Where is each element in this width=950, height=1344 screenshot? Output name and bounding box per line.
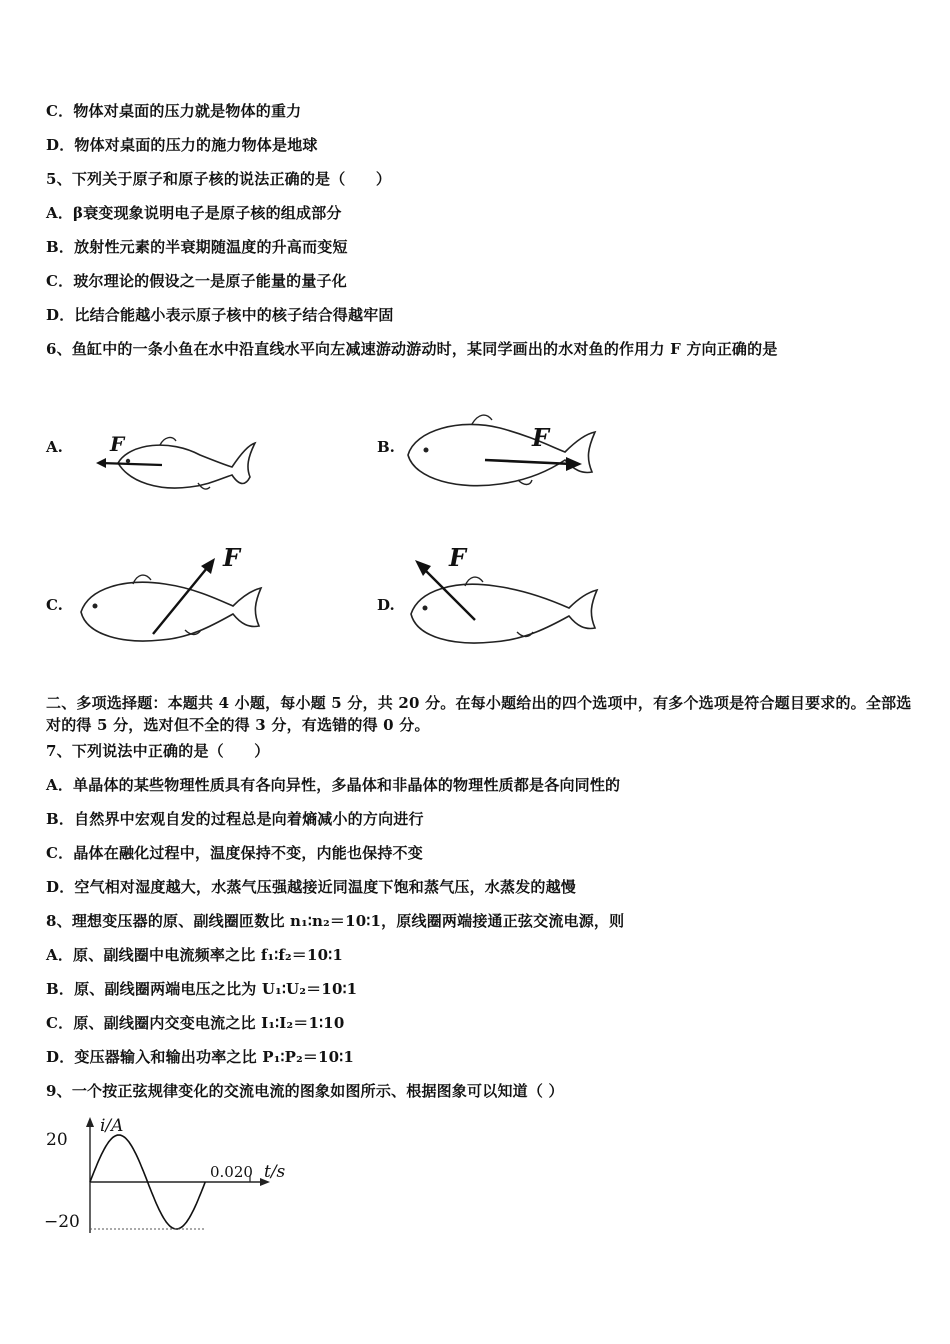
fish-option-c-label: C. bbox=[46, 596, 63, 614]
q7-option-b: B．自然界中宏观自发的过程总是向着熵减小的方向进行 bbox=[46, 810, 424, 828]
x-tick-label: 0.020 bbox=[210, 1163, 253, 1181]
q8-option-d: D．变压器输入和输出功率之比 P₁∶P₂＝10∶1 bbox=[46, 1048, 355, 1066]
y-max-label: 20 bbox=[46, 1130, 68, 1150]
q7-option-c: C．晶体在融化过程中，温度保持不变，内能也保持不变 bbox=[46, 844, 423, 862]
fish-option-d-label: D. bbox=[377, 596, 395, 614]
fish-c-figure bbox=[75, 540, 270, 655]
question-6: 6、鱼缸中的一条小鱼在水中沿直线水平向左减速游动游动时，某同学画出的水对鱼的作用力 F 方向正确的是 bbox=[46, 340, 778, 358]
fish-a-figure bbox=[90, 425, 265, 500]
question-8: 8、理想变压器的原、副线圈匝数比 n₁∶n₂＝10∶1，原线圈两端接通正弦交流电源，则 bbox=[46, 912, 625, 930]
fish-option-a-label: A. bbox=[46, 438, 63, 456]
y-axis-label: i/A bbox=[100, 1116, 124, 1136]
fish-option-b-label: B. bbox=[377, 438, 395, 456]
x-axis-label: t/s bbox=[264, 1162, 286, 1182]
q7-option-a: A．单晶体的某些物理性质具有各向异性，多晶体和非晶体的物理性质都是各向同性的 bbox=[46, 776, 621, 794]
fish-b-force-label: F bbox=[532, 423, 550, 452]
q5-option-d: D．比结合能越小表示原子核中的核子结合得越牢固 bbox=[46, 306, 394, 324]
q8-option-b: B．原、副线圈两端电压之比为 U₁∶U₂＝10∶1 bbox=[46, 980, 358, 998]
option-c-text: C．物体对桌面的压力就是物体的重力 bbox=[46, 102, 302, 120]
q8-option-a: A．原、副线圈中电流频率之比 f₁∶f₂＝10∶1 bbox=[46, 946, 344, 964]
fish-c-force-label: F bbox=[223, 543, 241, 572]
q5-option-c: C．玻尔理论的假设之一是原子能量的量子化 bbox=[46, 272, 347, 290]
q8-option-c: C．原、副线圈内交变电流之比 I₁∶I₂＝1∶10 bbox=[46, 1014, 345, 1032]
q5-option-b: B．放射性元素的半衰期随温度的升高而变短 bbox=[46, 238, 348, 256]
option-d-text: D．物体对桌面的压力的施力物体是地球 bbox=[46, 136, 318, 154]
fish-a-force-label: F bbox=[110, 432, 125, 456]
section-2-header: 二、多项选择题：本题共 4 小题，每小题 5 分，共 20 分。在每小题给出的四个选项中，有多个选项是符合题目要求的。全部选对的得 5 分，选对但不全的得 3 分，有选错的得 0 分。 bbox=[46, 694, 912, 734]
fish-d-figure bbox=[405, 540, 610, 655]
fish-d-force-label: F bbox=[449, 543, 467, 572]
question-9: 9、一个按正弦规律变化的交流电流的图象如图所示、根据图象可以知道（ ） bbox=[46, 1082, 564, 1100]
question-5: 5、下列关于原子和原子核的说法正确的是（ ） bbox=[46, 170, 392, 188]
q5-option-a: A．β衰变现象说明电子是原子核的组成部分 bbox=[46, 204, 342, 222]
y-min-label: −20 bbox=[44, 1212, 80, 1232]
y-axis-arrow bbox=[86, 1117, 94, 1127]
question-7: 7、下列说法中正确的是（ ） bbox=[46, 742, 270, 760]
q7-option-d: D．空气相对湿度越大，水蒸气压强越接近同温度下饱和蒸气压，水蒸发的越慢 bbox=[46, 878, 577, 896]
sine-current-graph bbox=[40, 1115, 300, 1240]
fish-b-figure bbox=[400, 410, 610, 495]
